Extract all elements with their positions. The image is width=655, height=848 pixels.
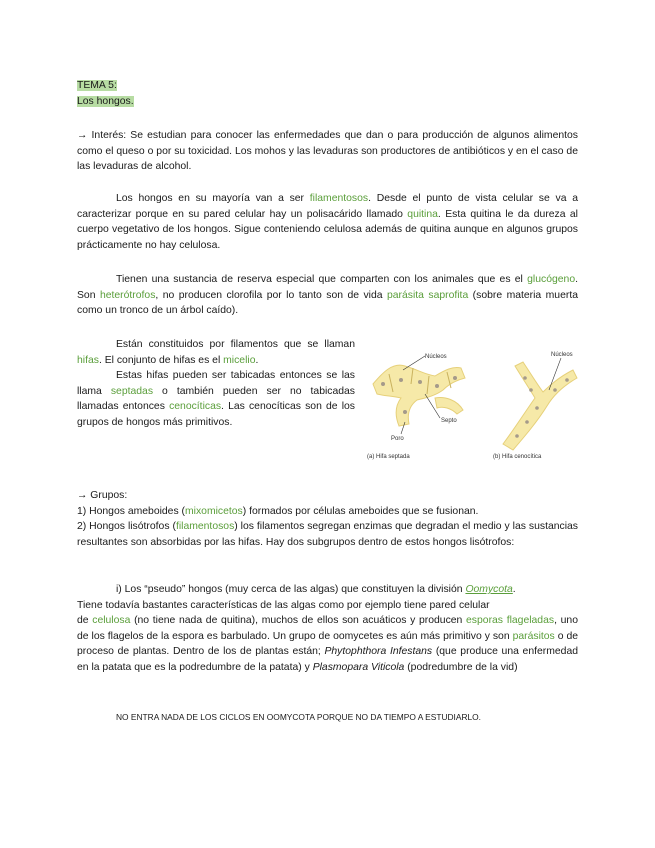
term-parasita-saprofita: parásita saprofita [386,289,469,301]
coenocytic-hypha-illustration [503,358,577,450]
oomycota-line2: Tiene todavía bastantes características de las algas como por ejemplo tiene pared celular [77,599,490,611]
term-glucogeno: glucógeno [527,274,576,285]
grupo-lisotrofos: 2) Hongos lisótrofos (filamentosos) los filamentos segregan enzimas que degradan el medio y las sustancias resultantes son absorbidas por las hifas. Hay dos subgrupos dentro de estos hongos lisótrofos: [77,521,578,548]
term-quitina: quitina [407,208,438,220]
grupos-section [77,488,578,550]
paragraph-tabicadas: Estas hifas pueden ser tabicadas entonces se las llama septadas o también pueden ser no tabicadas llamadas entonces cenocíticas. Las cenocíticas son de los grupos de hongos más primitivos. [77,370,356,428]
species-plasmopara: Plasmopara Viticola [312,661,405,673]
label-poro: Poro [391,436,404,442]
term-parasitos: parásitos [512,630,555,642]
term-filamentosos: filamentosos [309,193,369,204]
topic-number: TEMA 5: [77,80,117,91]
exam-note: NO ENTRA NADA DE LOS CICLOS EN OOMYCOTA PORQUE NO DA TIEMPO A ESTUDIARLO. [116,712,482,722]
term-micelio: micelio [223,354,256,366]
term-septadas: septadas [110,385,154,397]
oomycota-body: de celulosa (no tiene nada de quitina), muchos de ellos son acuáticos y producen esporas flageladas, uno de los flagelos de la espora es barbulado. Un grupo de oomycetes es aún más primitivo y son parásitos o de proceso de plantas. Dentro de los de plantas están; Phytophthora Infestans (que produce una enfermedad en la patata que es la podredumbre de la patata) y Plasmopara Viticola (podredumbre de la vid) [77,615,579,673]
oomycota-section [77,582,578,676]
hifas-text-column [77,337,355,431]
paragraph-reserva: Tienen una sustancia de reserva especial que comparten con los animales que es el glucógeno. Son heterótrofos, no producen clorofila por lo tanto son de vida parásita saprofita (sobre materia muerta como un tronco de un árbol caído). [77,274,578,317]
term-celulosa: celulosa [92,615,131,627]
term-hifas: hifas [77,354,99,366]
term-esporas-flageladas: esporas flageladas [466,615,555,627]
term-oomycota: Oomycota [465,584,513,595]
label-septo: Septo [441,418,457,424]
grupos-title: → Grupos: [77,490,128,501]
caption-hifa-septada: (a) Hifa septada [367,454,410,460]
term-heterotrofos: heterótrofos [99,289,156,301]
species-phytophthora: Phytophthora Infestans [324,646,433,658]
term-filamentosos-grupo: filamentosos [175,521,235,533]
label-nucleos-cenocitica: Núcleos [551,352,573,358]
term-cenociticas: cenocíticas [169,401,222,413]
paragraph-hifas: Están constituidos por filamentos que se llaman hifas. El conjunto de hifas es el micelio. [77,339,355,366]
label-nucleos-septada: Núcleos [425,354,447,360]
oomycota-intro: i) Los “pseudo” hongos (muy cerca de las algas) que constituyen la división Oomycota. [116,584,516,595]
paragraph-filamentosos: Los hongos en su mayoría van a ser filamentosos. Desde el punto de vista celular se va a caracterizar porque en su pared celular hay un polisacárido llamado quitina. Esta quitina le da dureza al cuerpo vegetativo de los hongos. Sigue conteniendo celulosa además de quitina aunque en algunos grupos prácticamente no hay celulosa. [77,193,578,251]
hyphae-figure [365,340,580,462]
caption-hifa-cenocitica: (b) Hifa cenocítica [493,454,542,460]
grupo-ameboides: 1) Hongos ameboides (mixomicetos) formados por células ameboides que se fusionan. [77,505,479,517]
heading [77,78,578,109]
term-mixomicetos: mixomicetos [185,505,243,517]
topic-title: Los hongos. [77,95,134,107]
interes-paragraph: → Interés: Se estudian para conocer las enfermedades que dan o para producción de algunos alimentos como el queso o por su toxicidad. Los mohos y las levaduras son productores de antibióticos y en el caso de las levaduras de alcohol. [77,130,578,173]
